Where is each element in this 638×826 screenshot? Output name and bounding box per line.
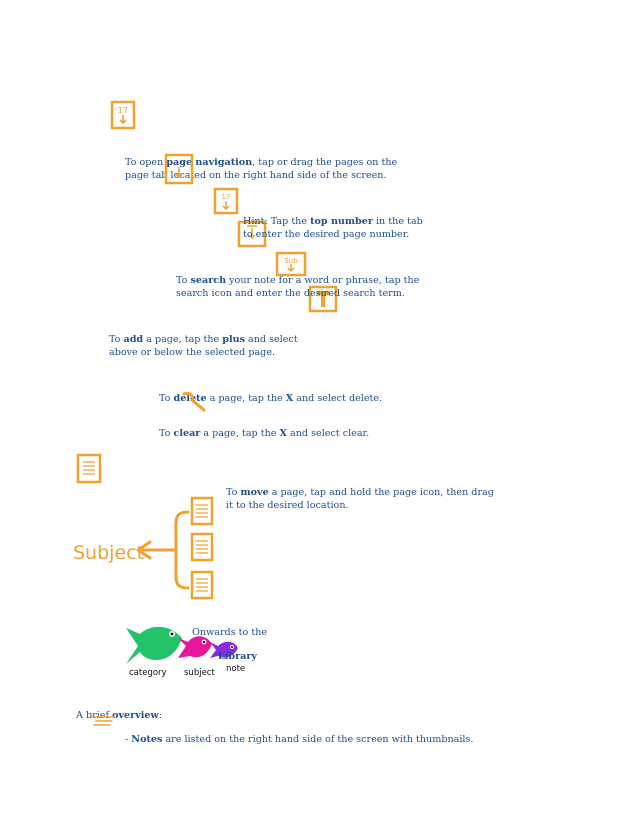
page-icon-1 bbox=[192, 498, 212, 524]
delete-scribble-icon bbox=[180, 388, 210, 414]
pink-fish bbox=[178, 636, 212, 658]
notes-line: - Notes are listed on the right hand side of the screen with thumbnails. bbox=[125, 734, 474, 745]
search-line2: search icon and enter the desired search term. bbox=[176, 288, 405, 299]
page-navigation-icon bbox=[110, 100, 136, 130]
onwards-line2: Library bbox=[218, 651, 257, 662]
move-page-line2: it to the desired location. bbox=[226, 500, 349, 511]
search-line1: To search your note for a word or phrase, tap the bbox=[176, 275, 420, 286]
list-lines-icon bbox=[88, 713, 118, 729]
hint-line2: to enter the desired page number. bbox=[243, 229, 410, 240]
clear-page-text: To clear a page, tap the X and select clear. bbox=[159, 428, 370, 439]
green-fish bbox=[126, 627, 182, 664]
subject-label: Subject bbox=[73, 542, 145, 564]
page-number-label: 17 bbox=[117, 106, 129, 115]
fish-label-category: category bbox=[129, 668, 167, 678]
search-tab-label: Sub bbox=[284, 257, 298, 265]
delete-page-text: To delete a page, tap the X and select delete. bbox=[159, 393, 383, 404]
page-icon-3 bbox=[192, 572, 212, 598]
page-tab-icon-overlay bbox=[164, 153, 194, 185]
top-number-icon bbox=[213, 187, 239, 215]
top-number-label: 17 bbox=[221, 193, 231, 201]
page-navigation-line2: page tab located on the right hand side of the screen. bbox=[125, 170, 387, 181]
onwards-line1: Onwards to the bbox=[192, 627, 268, 638]
fish-label-note: note bbox=[226, 664, 246, 674]
overview-heading: A brief overview: bbox=[76, 710, 163, 721]
page-icon-2 bbox=[192, 534, 212, 560]
page-navigation-line1: To open page navigation, tap or drag the pages on the bbox=[125, 157, 398, 168]
add-page-line1: To add a page, tap the plus and select bbox=[109, 334, 298, 345]
add-page-line2: above or below the selected page. bbox=[109, 347, 276, 358]
page-icon bbox=[76, 453, 104, 485]
hint-line1: Hint: Tap the top number in the tab bbox=[243, 216, 423, 227]
move-page-line1: To move a page, tap and hold the page icon, then drag bbox=[226, 487, 494, 498]
fish-label-subject: subject bbox=[184, 668, 215, 678]
